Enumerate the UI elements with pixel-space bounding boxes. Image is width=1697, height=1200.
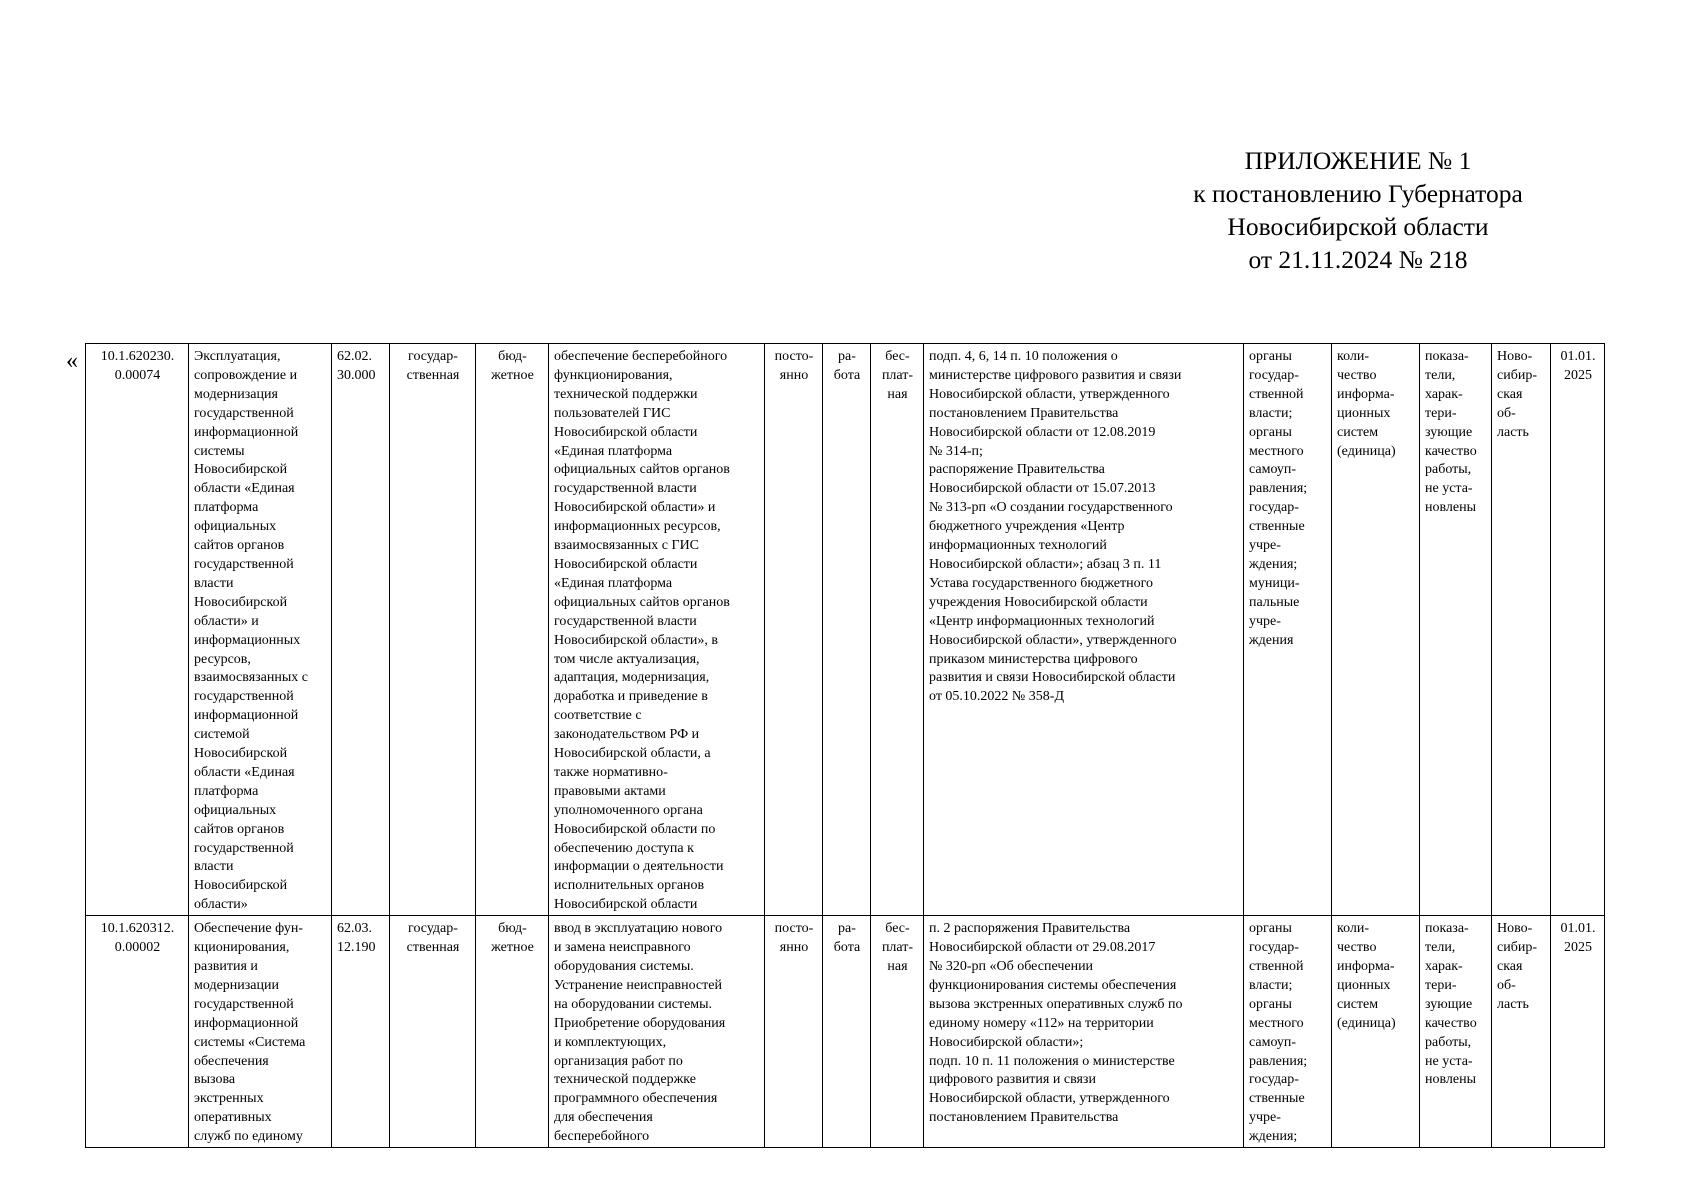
quality-indicator-cell: показа- тели, харак- тери- зующие качество работы, не уста- новлены	[1420, 344, 1492, 916]
registry-code-cell: 10.1.620230. 0.00074	[86, 344, 189, 916]
periodicity-cell: посто- янно	[765, 916, 823, 1148]
payment-cell: бес- плат- ная	[871, 344, 924, 916]
okved-code-cell: 62.03. 12.190	[332, 916, 390, 1148]
service-name-cell: Эксплуатация, сопровождение и модернизация государственной информационной системы Новосибирской области «Единая платформа официальных сайтов органов государственной власти Новосибирской области» и информационных ресурсов, взаимосвязанных с государственной информационной системой Новосибирской области «Единая платформа официальных сайтов органов государственной власти Новосибирской области»	[189, 344, 332, 916]
institution-type-cell: бюд- жетное	[476, 916, 549, 1148]
ownership-cell: государ- ственная	[390, 344, 476, 916]
consumers-cell: органы государ- ственной власти; органы местного самоуп- равления; государ- ственные учре- ждения; муници- пальные учре- ждения	[1244, 344, 1332, 916]
institution-type-cell: бюд- жетное	[476, 344, 549, 916]
territory-cell: Ново- сибир- ская об- ласть	[1492, 916, 1551, 1148]
table-row	[86, 344, 1605, 916]
legal-basis-cell: п. 2 распоряжения Правительства Новосибирской области от 29.08.2017 № 320-рп «Об обеспечении функционирования системы обеспечения вызова экстренных оперативных служб по единому номеру «112» на территории Новосибирской области»; подп. 10 п. 11 положения о министерстве цифрового развития и связи Новосибирской области, утвержденного постановлением Правительства	[924, 916, 1244, 1148]
consumers-cell: органы государ- ственной власти; органы местного самоуп- равления; государ- ственные учре- ждения;	[1244, 916, 1332, 1148]
ownership-cell: государ- ственная	[390, 916, 476, 1148]
effective-date-cell: 01.01. 2025	[1551, 916, 1605, 1148]
payment-cell: бес- плат- ная	[871, 916, 924, 1148]
service-kind-cell: ра- бота	[823, 916, 871, 1148]
work-content-cell: ввод в эксплуатацию нового и замена неисправного оборудования системы. Устранение неисправностей на оборудовании системы. Приобретение оборудования и комплектующих, организация работ по технической поддержке программного обеспечения для обеспечения бесперебойного	[549, 916, 765, 1148]
territory-cell: Ново- сибир- ская об- ласть	[1492, 344, 1551, 916]
table-row	[86, 916, 1605, 1148]
opening-quote-mark: «	[66, 348, 78, 374]
appendix-subtitle-line-2: Новосибирской области	[1227, 212, 1489, 241]
appendix-date-number: от 21.11.2024 № 218	[1248, 245, 1468, 274]
registry-table	[85, 343, 1605, 1148]
service-kind-cell: ра- бота	[823, 344, 871, 916]
periodicity-cell: посто- янно	[765, 344, 823, 916]
service-name-cell: Обеспечение фун- кционирования, развития и модернизации государственной информационной системы «Система обеспечения вызова экстренных оперативных служб по единому	[189, 916, 332, 1148]
volume-indicator-cell: коли- чество информа- ционных систем (единица)	[1332, 916, 1420, 1148]
appendix-subtitle-line-1: к постановлению Губернатора	[1193, 179, 1523, 208]
work-content-cell: обеспечение бесперебойного функционирования, технической поддержки пользователей ГИС Новосибирской области «Единая платформа официальных сайтов органов государственной власти Новосибирской области» и информационных ресурсов, взаимосвязанных с ГИС Новосибирской области «Единая платформа официальных сайтов органов государственной власти Новосибирской области», в том числе актуализация, адаптация, модернизация, доработка и приведение в соответствие с законодательством РФ и Новосибирской области, а также нормативно- правовыми актами уполномоченного органа Новосибирской области по обеспечению доступа к информации о деятельности исполнительных органов Новосибирской области	[549, 344, 765, 916]
okved-code-cell: 62.02. 30.000	[332, 344, 390, 916]
legal-basis-cell: подп. 4, 6, 14 п. 10 положения о министерстве цифрового развития и связи Новосибирской области, утвержденного постановлением Правительства Новосибирской области от 12.08.2019 № 314-п; распоряжение Правительства Новосибирской области от 15.07.2013 № 313-рп «О создании государственного бюджетного учреждения «Центр информационных технологий Новосибирской области»; абзац 3 п. 11 Устава государственного бюджетного учреждения Новосибирской области «Центр информационных технологий Новосибирской области», утвержденного приказом министерства цифрового развития и связи Новосибирской области от 05.10.2022 № 358-Д	[924, 344, 1244, 916]
quality-indicator-cell: показа- тели, харак- тери- зующие качество работы, не уста- новлены	[1420, 916, 1492, 1148]
appendix-title: ПРИЛОЖЕНИЕ № 1	[1244, 146, 1472, 175]
appendix-header	[1148, 144, 1568, 276]
effective-date-cell: 01.01. 2025	[1551, 344, 1605, 916]
registry-code-cell: 10.1.620312. 0.00002	[86, 916, 189, 1148]
volume-indicator-cell: коли- чество информа- ционных систем (единица)	[1332, 344, 1420, 916]
